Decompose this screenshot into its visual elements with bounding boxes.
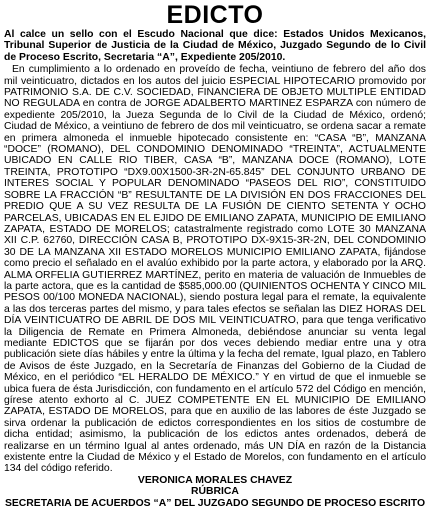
document-title: EDICTO (166, 1, 264, 29)
signer-name: VERONICA MORALES CHAVEZ (137, 474, 293, 486)
edict-notice (0, 1, 430, 509)
edict-body: En cumplimiento a lo ordenado en proveído de fecha, veintiuno de febrero del año dos mil veinticuatro, dictados en los autos del juicio ESPECIAL HIPOTECARIO promovido por PATRIMONIO S.A. DE C.V. SOCIEDAD, FINANCIERA DE OBJETO MULTIPLE ENTIDAD NO REGULADA en contra de JORGE ADALBERTO MARTINEZ ESPARZA con número de expediente 205/2010, la Jueza Segunda de lo Civil de la Ciudad de México, ordenó; Ciudad de México, a veintiuno de febrero de dos mil veinticuatro, se ordena sacar a remate en primera almoneda el inmueble hipotecado consistente en: “CASA “B”, MANZANA “DOCE” (ROMANO), DEL CONDOMINIO DENOMINADO “TREINTA”, ACTUALMENTE UBICADO EN CALLE RIO TIBER, CASA “B”, MANZANA DOCE (ROMANO), LOTE TREINTA, PROTOTIPO “DX9.00X1500-3R-2N-65.845” DEL CONJUNTO URBANO DE INTERES SOCIAL Y POPULAR DENOMINADO “PASEOS DEL RIO”, CONSTITUIDO SOBRE LA FRACCIÓN “B” RESULTANTE DE LA DIVISIÓN EN DOS FRACCIONES DEL PREDIO QUE A SU VEZ RESULTA DE LA FUSIÓN DE CIENTO SETENTA Y OCHO PARCELAS, UBICADAS EN EL EJIDO DE EMILIANO ZAPATA, MUNICIPIO DE EMILIANO ZAPATA, ESTADO DE MORELOS; catastralmente registrado como LOTE 30 MANZANA XII C.P. 62760, DIRECCIÓN CASA B, PROTOTIPO DX-9X15-3R-2N, DEL CONDOMINIO 30 DE LA MANZANA XII ESTADO MORELOS MUNICIPIO EMILIANO ZAPATA, fijándose como precio el señalado en el avalúo exhibido por la parte actora, y elaborado por la ARQ. ALMA ORFELIA GUTIERREZ MARTÍNEZ, perito en materia de valuación de Inmuebles de la parte actora, que es la cantidad de $585,000.00 (QUINIENTOS OCHENTA Y CINCO MIL PESOS 00/100 MONEDA NACIONAL), siendo postura legal para el remate, la equivalente a las dos terceras partes del mismo, y para tales efectos se señalan las DIEZ HORAS DEL DÍA VEINTICUATRO DE ABRIL DE DOS MIL VEINTICUATRO, para que tenga verificativo la Diligencia de Remate en Primera Almoneda, debiéndose anunciar su venta legal mediante EDICTOS que se fijarán por dos veces debiendo mediar entre una y otra publicación siete días hábiles y entre la última y la fecha del remate, Igual plazo, en Tablero de Avisos de éste Juzgado, en la Secretaría de Finanzas del Gobierno de la Ciudad de México, en el periódico “EL HERALDO DE MÉXICO.” Y en virtud de que el inmueble se ubica fuera de ésta Jurisdicción, con fundamento en el artículo 572 del Código en mención, gírese atento exhorto al C. JUEZ COMPETENTE EN EL MUNICIPIO DE EMILIANO ZAPATA, ESTADO DE MORELOS, para que en auxilio de las labores de éste Juzgado se sirva ordenar la publicación de edictos correspondientes en los sitios de costumbre de dicha entidad; asimismo, la publicación de los edictos antes ordenados, deberá de realizarse en un término Igual al antes ordenado, más UN DÍA en razón de la Distancia existente entre la Ciudad de México y el Estado de Morelos, con fundamento en el artículo 134 del código referido. (4, 64, 426, 475)
seal-description: Al calce un sello con el Escudo Nacional que dice: Estados Unidos Mexicanos, Tribunal Superior de Justicia de la Ciudad de México, Juzgado Segundo de lo Civil de Proceso Escrito, Secretaria “A”, Expediente 205/2010. (4, 29, 426, 63)
signature-label: RÚBRICA (191, 486, 239, 498)
signer-title: SECRETARIA DE ACUERDOS “A” DEL JUZGADO SEGUNDO DE PROCESO ESCRITO (4, 497, 426, 509)
